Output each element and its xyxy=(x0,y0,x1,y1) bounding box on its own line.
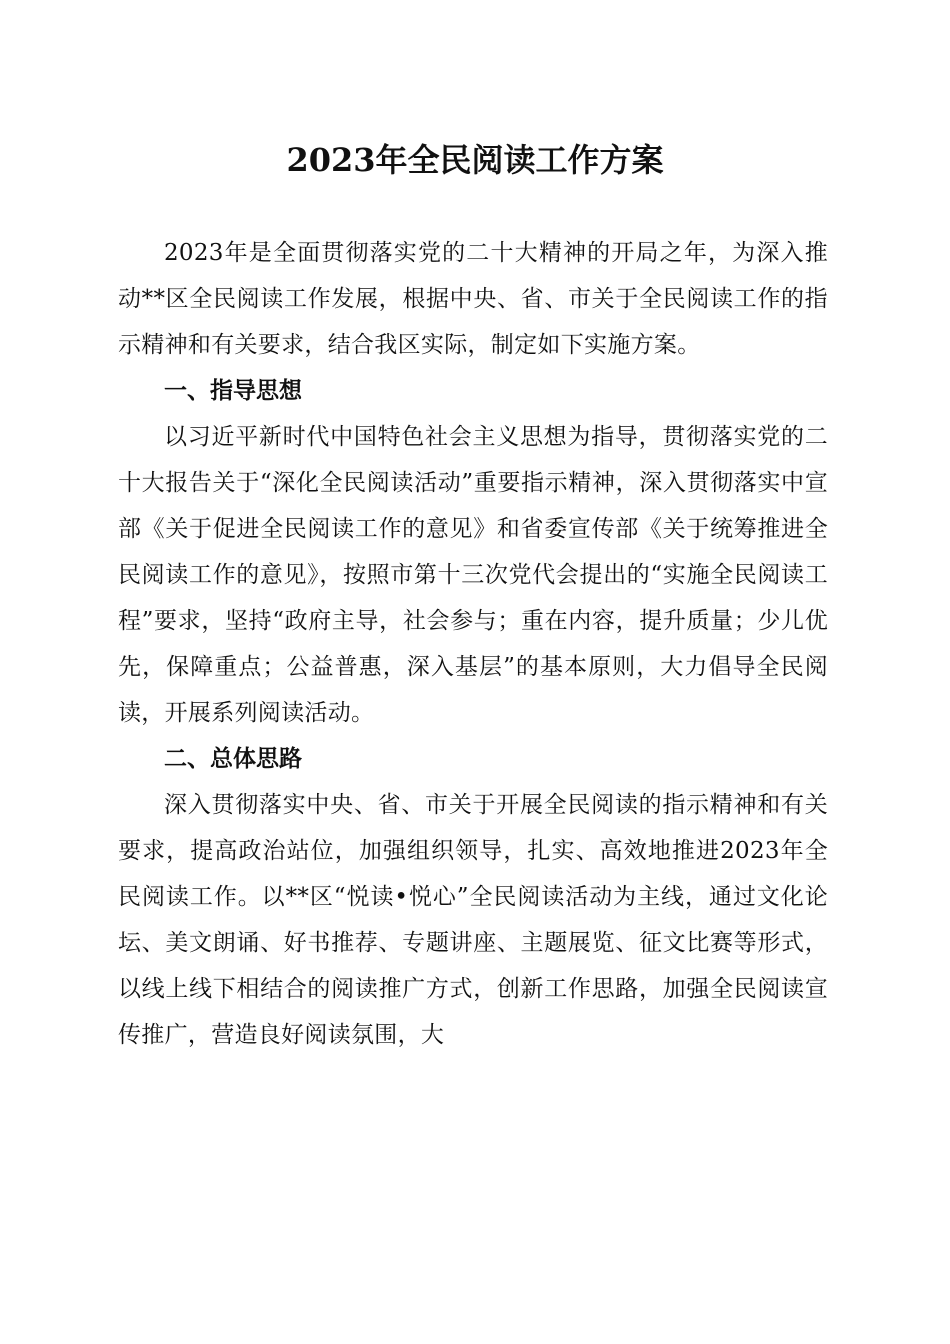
document-title: 2023年全民阅读工作方案 xyxy=(286,141,664,179)
section-paragraph-guiding-ideology: 以习近平新时代中国特色社会主义思想为指导，贯彻落实党的二十大报告关于“深化全民阅读活动”重要指示精神，深入贯彻落实中宣部《关于促进全民阅读工作的意见》和省委宣传部《关于统筹推进全民阅读工作的意见》，按照市第十三次党代会提出的“实施全民阅读工程”要求，坚持“政府主导，社会参与；重在内容，提升质量；少儿优先，保障重点；公益普惠，深入基层”的基本原则，大力倡导全民阅读，开展系列阅读活动。 xyxy=(118,424,828,726)
intro-paragraph: 2023年是全面贯彻落实党的二十大精神的开局之年，为深入推动**区全民阅读工作发展，根据中央、省、市关于全民阅读工作的指示精神和有关要求，结合我区实际，制定如下实施方案。 xyxy=(118,240,828,358)
section-heading-guiding-ideology: 一、指导思想 xyxy=(164,378,302,404)
section-heading-overall-approach: 二、总体思路 xyxy=(164,746,302,772)
section-paragraph-overall-approach: 深入贯彻落实中央、省、市关于开展全民阅读的指示精神和有关要求，提高政治站位，加强组织领导，扎实、高效地推进2023年全民阅读工作。以**区“悦读•悦心”全民阅读活动为主线，通过文化论坛、美文朗诵、好书推荐、专题讲座、主题展览、征文比赛等形式，以线上线下相结合的阅读推广方式，创新工作思路，加强全民阅读宣传推广，营造良好阅读氛围，大 xyxy=(118,792,828,1048)
document-body xyxy=(118,230,828,1058)
